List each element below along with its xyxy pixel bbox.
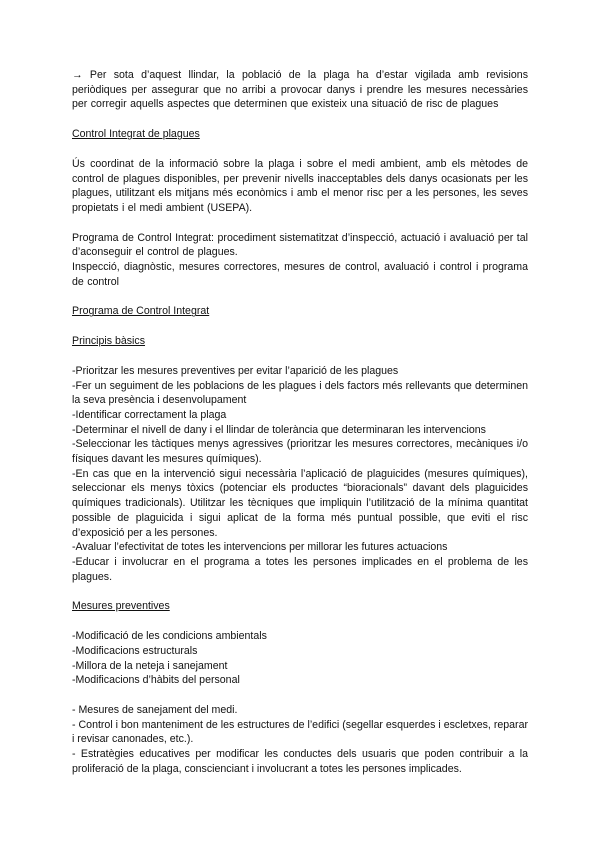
mesures-list — [72, 629, 528, 688]
program-steps-paragraph: Inspecció, diagnòstic, mesures correctores, mesures de control, avaluació i control i programa de control — [72, 261, 528, 288]
list-item: -Identificar correctament la plaga — [72, 408, 227, 421]
list-item: -Prioritzar les mesures preventives per evitar l’aparició de les plagues — [72, 364, 399, 377]
list-item: - Mesures de sanejament del medi. — [72, 703, 238, 716]
principis-list — [72, 364, 528, 585]
intro-paragraph: → Per sota d’aquest llindar, la població de la plaga ha d’estar vigilada amb revisions periòdiques per assegurar que no arribi a provocar danys i prendre les mesures necessàries per corregir aquells aspectes que determinen que existeix una situació de risc de plagues — [72, 69, 528, 111]
list-item: -Modificació de les condicions ambientals — [72, 630, 267, 643]
heading-principis-basics: Principis bàsics — [72, 335, 146, 348]
list-item: -Fer un seguiment de les poblacions de les plagues i dels factors més rellevants que determinen la seva presència i desenvolupament — [72, 379, 528, 407]
heading-mesures-preventives: Mesures preventives — [72, 600, 170, 613]
document-page — [72, 68, 528, 776]
heading-programa-de-control-integrat: Programa de Control Integrat — [72, 305, 210, 318]
list-item: -Determinar el nivell de dany i el llindar de tolerància que determinaran les intervencions — [72, 423, 486, 436]
heading-control-integrat-de-plagues: Control Integrat de plagues — [72, 128, 200, 141]
definition-paragraph: Ús coordinat de la informació sobre la plaga i sobre el medi ambient, amb els mètodes de control de plagues disponibles, per prevenir nivells inacceptables dels danys ocasionats per les plagues, utilitzant els mitjans més econòmics i amb el menor risc per a les persones, les seves propietats i el medi ambient (USEPA). — [72, 157, 528, 214]
list-item: -Millora de la neteja i sanejament — [72, 659, 228, 672]
list-item: -Educar i involucrar en el programa a totes les persones implicades en el problema de les plagues. — [72, 555, 528, 583]
list-item: -Avaluar l’efectivitat de totes les intervencions per millorar les futures actuacions — [72, 541, 448, 554]
list-item: - Control i bon manteniment de les estructures de l’edifici (segellar esquerdes i escletxes, reparar i revisar canonades, etc.). — [72, 718, 528, 746]
list-item: -Modificacions d’hàbits del personal — [72, 674, 240, 687]
list-item: -Seleccionar les tàctiques menys agressives (prioritzar les mesures correctores, mecàniques i/o físiques davant les mesures químiques). — [72, 438, 528, 466]
program-definition-paragraph: Programa de Control Integrat: procediment sistematitzat d’inspecció, actuació i avaluació per tal d’aconseguir el control de plagues. — [72, 231, 528, 259]
list-item: -En cas que en la intervenció sigui necessària l’aplicació de plaguicides (mesures químiques), seleccionar els menys tòxics (potenciar els productes “bioracionals” davant dels plaguicides químiques tradicionals). Utilitzar les tècniques que impliquin l’utilització de la mínima quantitat possible de plaguicida i sigui aplicat de la forma més puntual possible, que eviti el risc d’exposició per a les persones. — [72, 467, 528, 539]
mesures-details-list — [72, 703, 528, 777]
list-item: - Estratègies educatives per modificar les conductes dels usuaris que poden contribuir a la proliferació de la plaga, conscienciant i involucrant a totes les persones implicades. — [72, 748, 528, 775]
list-item: -Modificacions estructurals — [72, 644, 198, 657]
